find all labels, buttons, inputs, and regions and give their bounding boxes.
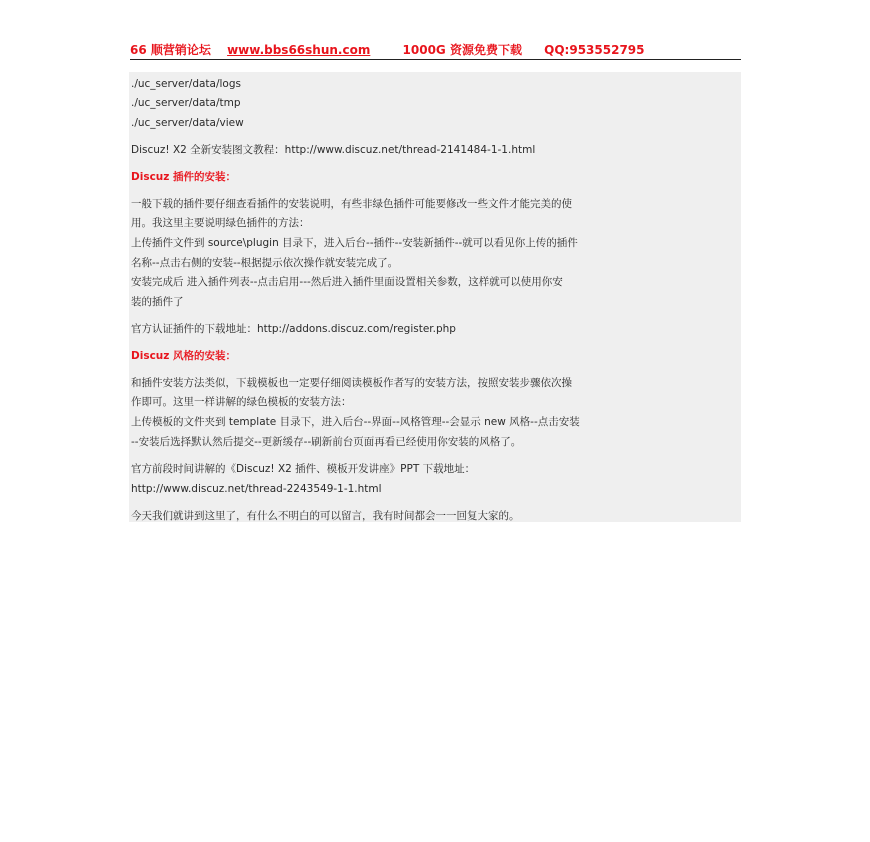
- plugin-paragraph-1-line-2: 用。我这里主要说明绿色插件的方法：: [131, 217, 310, 229]
- plugin-paragraph-2-line-1: 上传插件文件到 source\plugin 目录下，进入后台--插件--安装新插件--就可以看见你上传的插件: [131, 237, 578, 249]
- closing-text: 今天我们就讲到这里了，有什么不明白的可以留言，我有时间都会一一回复大家的。: [131, 510, 520, 522]
- tutorial-link-text[interactable]: Discuz! X2 全新安装图文教程：http://www.discuz.net/thread-2141484-1-1.html: [131, 144, 536, 156]
- plugin-download-address[interactable]: 官方认证插件的下载地址：http://addons.discuz.com/register.php: [131, 323, 456, 335]
- slogan: 1000G 资源免费下载: [402, 43, 522, 57]
- site-url-link[interactable]: www.bbs66shun.com: [227, 43, 371, 57]
- style-paragraph-2-line-2: --安装后选择默认然后提交--更新缓存--刷新前台页面再看已经使用你安装的风格了。: [131, 436, 522, 448]
- lecture-text: 官方前段时间讲解的《Discuz! X2 插件、模板开发讲座》PPT 下载地址：: [131, 463, 476, 475]
- plugin-heading: Discuz 插件的安装：: [131, 171, 237, 183]
- plugin-paragraph-3-line-1: 安装完成后 进入插件列表--点击启用---然后进入插件里面设置相关参数，这样就可以使用你安: [131, 276, 563, 288]
- plugin-paragraph-3-line-2: 装的插件了: [131, 296, 184, 308]
- style-heading: Discuz 风格的安装：: [131, 350, 237, 362]
- style-paragraph-1-line-2: 作即可。这里一样讲解的绿色模板的安装方法：: [131, 396, 352, 408]
- path-logs: ./uc_server/data/logs: [131, 78, 241, 90]
- site-name: 66 顺营销论坛: [130, 43, 211, 57]
- plugin-paragraph-1-line-1: 一般下载的插件要仔细查看插件的安装说明，有些非绿色插件可能要修改一些文件才能完美的使: [131, 198, 572, 210]
- style-paragraph-1-line-1: 和插件安装方法类似，下载模板也一定要仔细阅读模板作者写的安装方法，按照安装步骤依次操: [131, 377, 572, 389]
- lecture-url[interactable]: http://www.discuz.net/thread-2243549-1-1.html: [131, 483, 382, 495]
- qq-contact: QQ:953552795: [544, 43, 645, 57]
- article-body: [129, 72, 741, 522]
- path-tmp: ./uc_server/data/tmp: [131, 97, 241, 109]
- style-paragraph-2-line-1: 上传模板的文件夹到 template 目录下，进入后台--界面--风格管理--会显示 new 风格--点击安装: [131, 416, 580, 428]
- plugin-paragraph-2-line-2: 名称--点击右侧的安装--根据提示依次操作就安装完成了。: [131, 257, 399, 269]
- page-header: [130, 41, 741, 60]
- path-view: ./uc_server/data/view: [131, 117, 244, 129]
